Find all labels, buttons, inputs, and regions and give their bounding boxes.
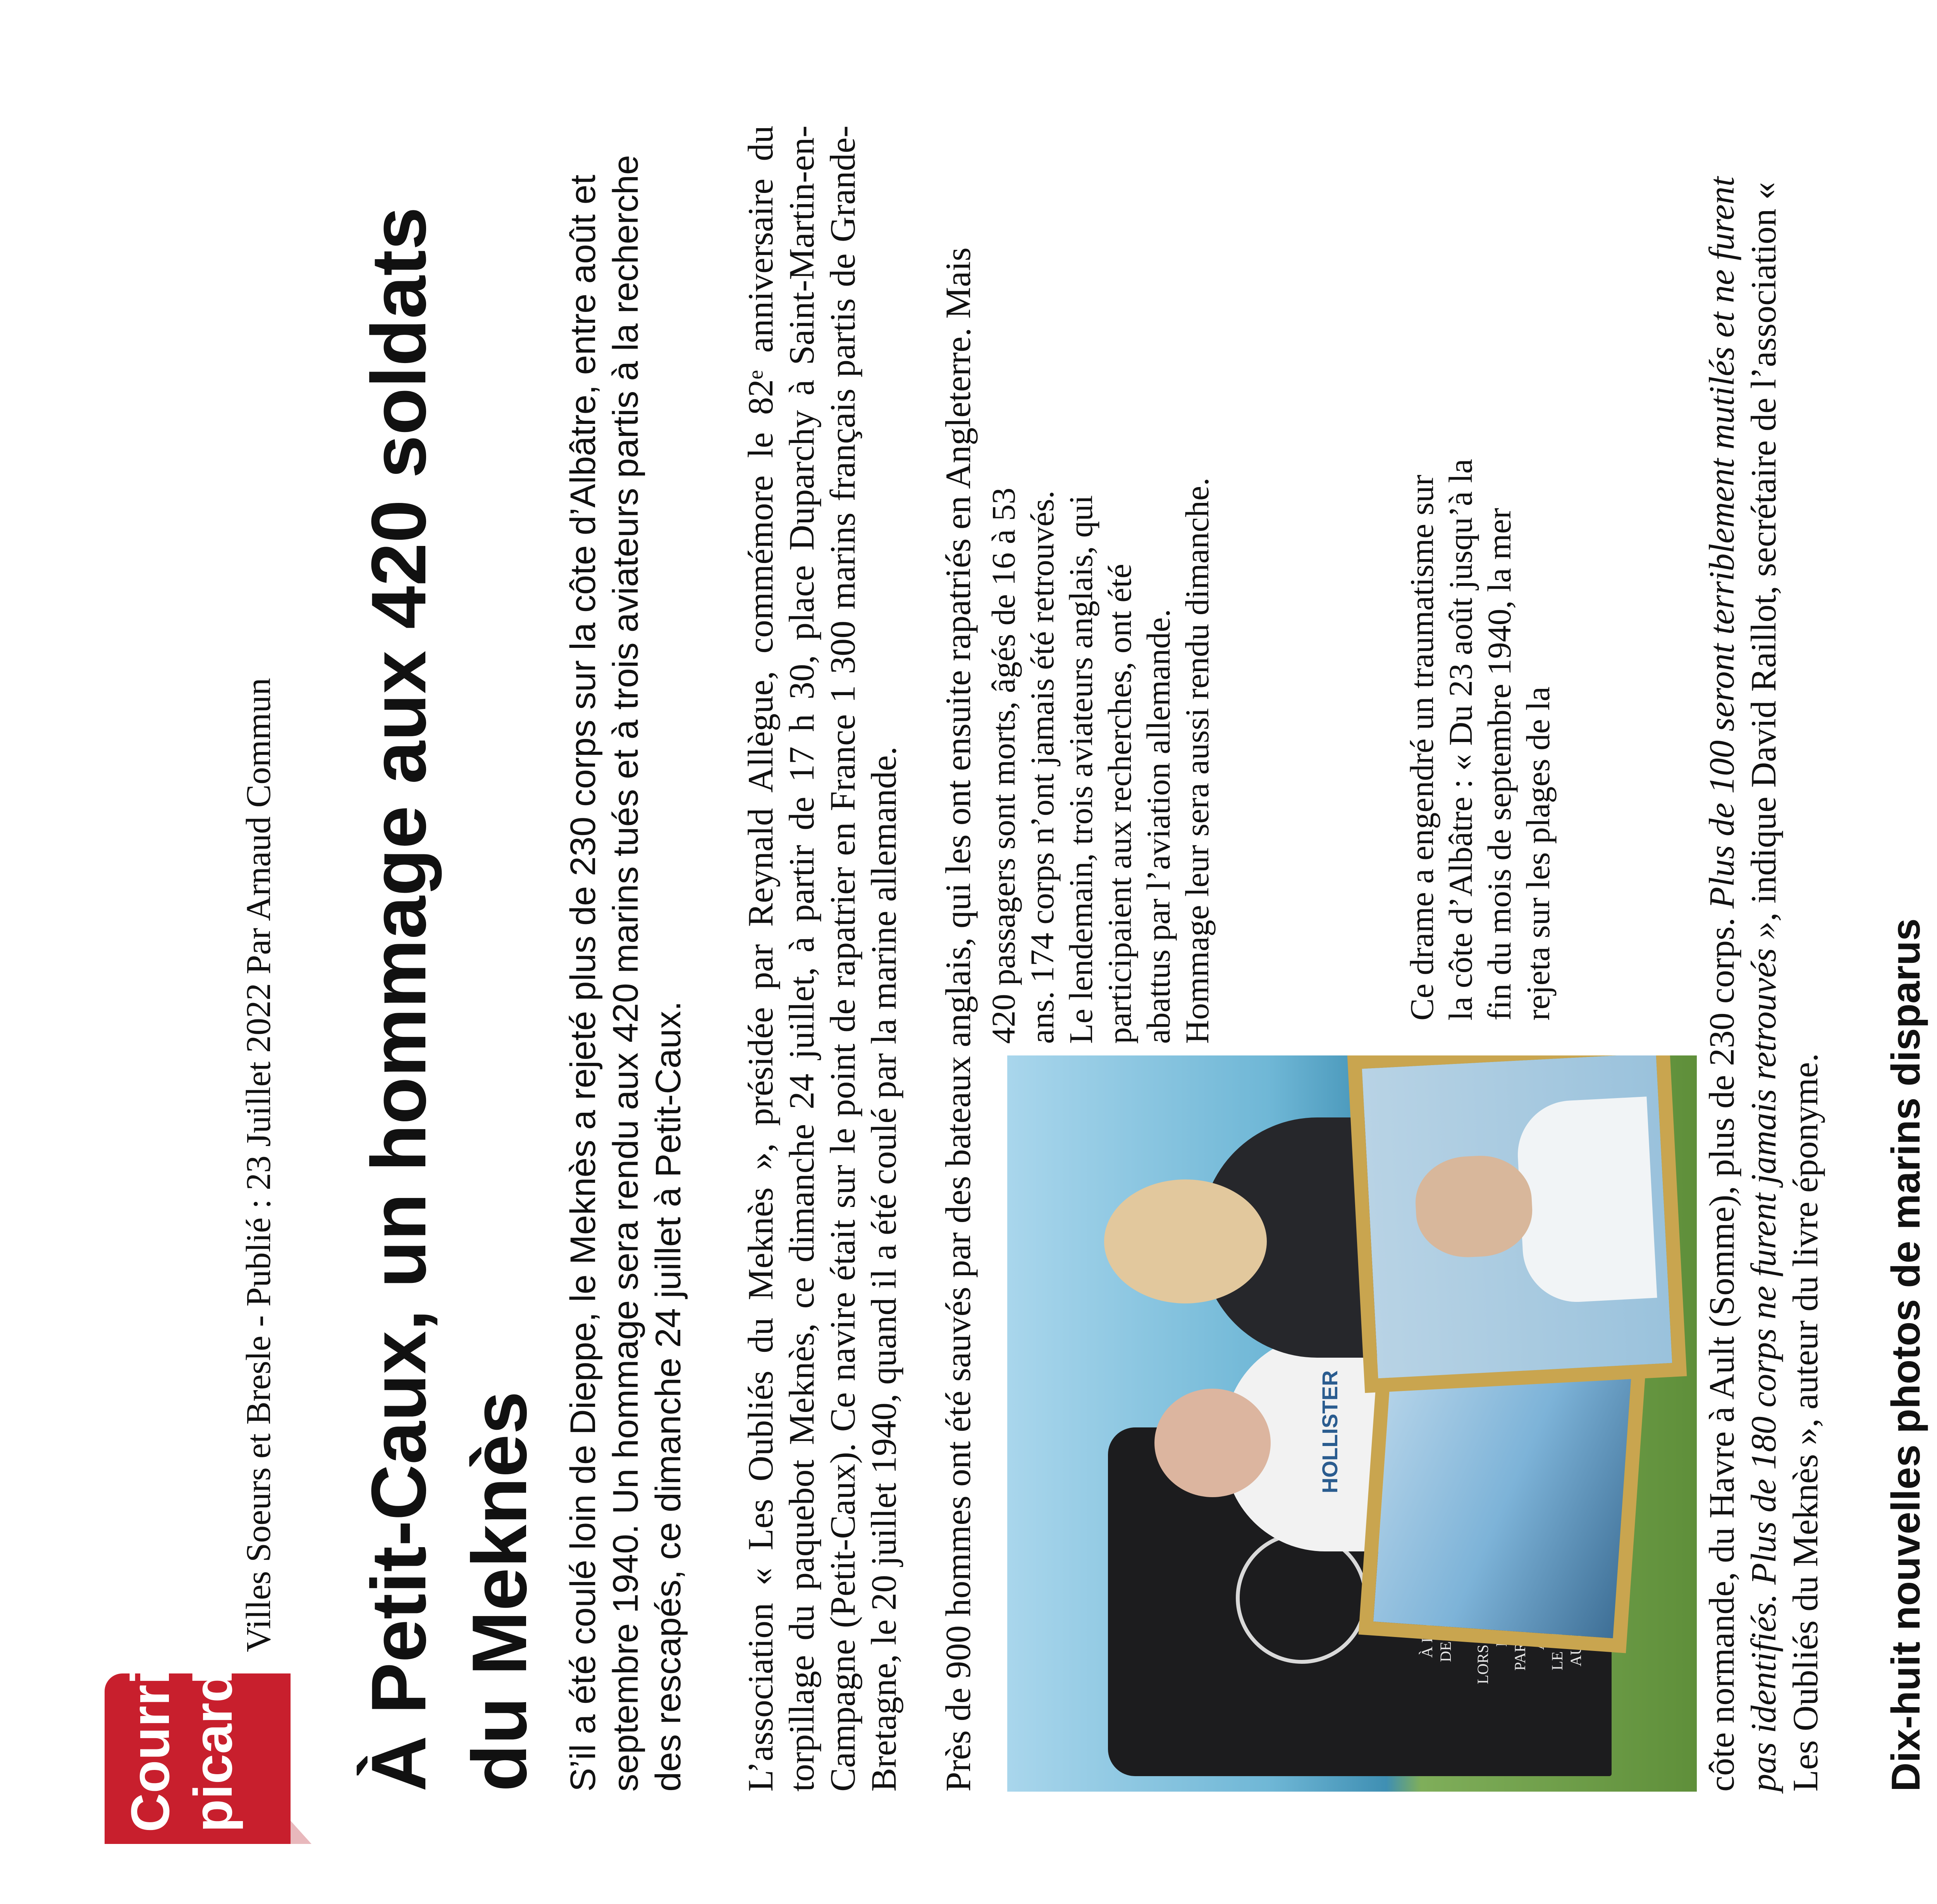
- side-column-1: 420 passagers sont morts, âgés de 16 à 53 ans. 174 corps n’ont jamais été retrouvés. Le lendemain, trois aviateurs anglais, qui participaient aux recherches, ont été abattus par l’aviation allemande. Hommage leur sera aussi rendu dimanche.: [985, 477, 1216, 1044]
- side-column-2-text: Ce drame a engendré un traumatisme sur la côte d’Albâtre : « Du 23 août jusqu’à la fin du mois de septembre 1940, la mer rejeta sur les plages de la: [1403, 459, 1557, 1021]
- portrait-face: [1413, 1153, 1534, 1260]
- article-photo: [1007, 1055, 1697, 1792]
- body-paragraph-2: Près de 900 hommes ont été sauvés par des bateaux anglais, qui les ont ensuite rapatriés en Angleterre. Mais: [938, 247, 978, 1792]
- byline: Villes Soeurs et Bresle - Publié : 23 Juillet 2022 Par Arnaud Commun: [239, 678, 278, 1652]
- stele-emblem-icon: [1236, 1532, 1368, 1664]
- sailor-portrait-painting: [1347, 1055, 1687, 1393]
- woman-hair: [1104, 1179, 1267, 1303]
- photo-caption: [1701, 126, 1826, 1792]
- logo-line2: picard: [182, 1669, 243, 1832]
- caption-end: indique David Raillot, secrétaire de l’association « Les Oubliés du Meknès », auteur du livre éponyme.: [1744, 182, 1825, 1792]
- logo-fold: [291, 1821, 311, 1844]
- lead-paragraph: S’il a été coulé loin de Dieppe, le Meknès a rejeté plus de 230 corps sur la côte d’Albâtre, entre août et septembre 1940. Un hommage sera rendu aux 420 marins tués et à trois aviateurs partis à la recherche des rescapés, ce dimanche 24 juillet à Petit-Caux.: [563, 155, 688, 1792]
- portrait-body: [1515, 1097, 1657, 1305]
- man-head: [1154, 1389, 1271, 1497]
- headline: À Petit-Caux, un hommage aux 420 soldats du Meknès: [356, 207, 543, 1792]
- logo-line1: Courrier: [120, 1618, 181, 1832]
- caption-plain: côte normande, du Havre à Ault (Somme), plus de 230 corps.: [1702, 917, 1741, 1792]
- body-paragraph-1: L’association « Les Oubliés du Meknès », présidée par Reynald Allègue, commémore le 82ᵉ anniversaire du torpillage du paquebot Meknès, ce dimanche 24 juillet, à partir de 17 h 30, place Duparchy à Saint-Martin-en-Campagne (Petit-Caux). Ce navire était sur le point de rapatrier en France 1 300 marins français partis de Grande-Bretagne, le 20 juillet 1940, quand il a été coulé par la marine allemande.: [741, 126, 903, 1792]
- subheading: Dix-huit nouvelles photos de marins disparus: [1884, 918, 1928, 1792]
- caption-italic: Plus de 100 seront terriblement mutilés et ne furent pas identifiés. Plus de 180 corps ne furent jamais retrouvés »,: [1702, 176, 1783, 1792]
- courrier-picard-logo: [105, 1618, 291, 1844]
- side-column-2: [1402, 455, 1557, 1021]
- shirt-text: HOLLISTER: [1318, 1370, 1342, 1493]
